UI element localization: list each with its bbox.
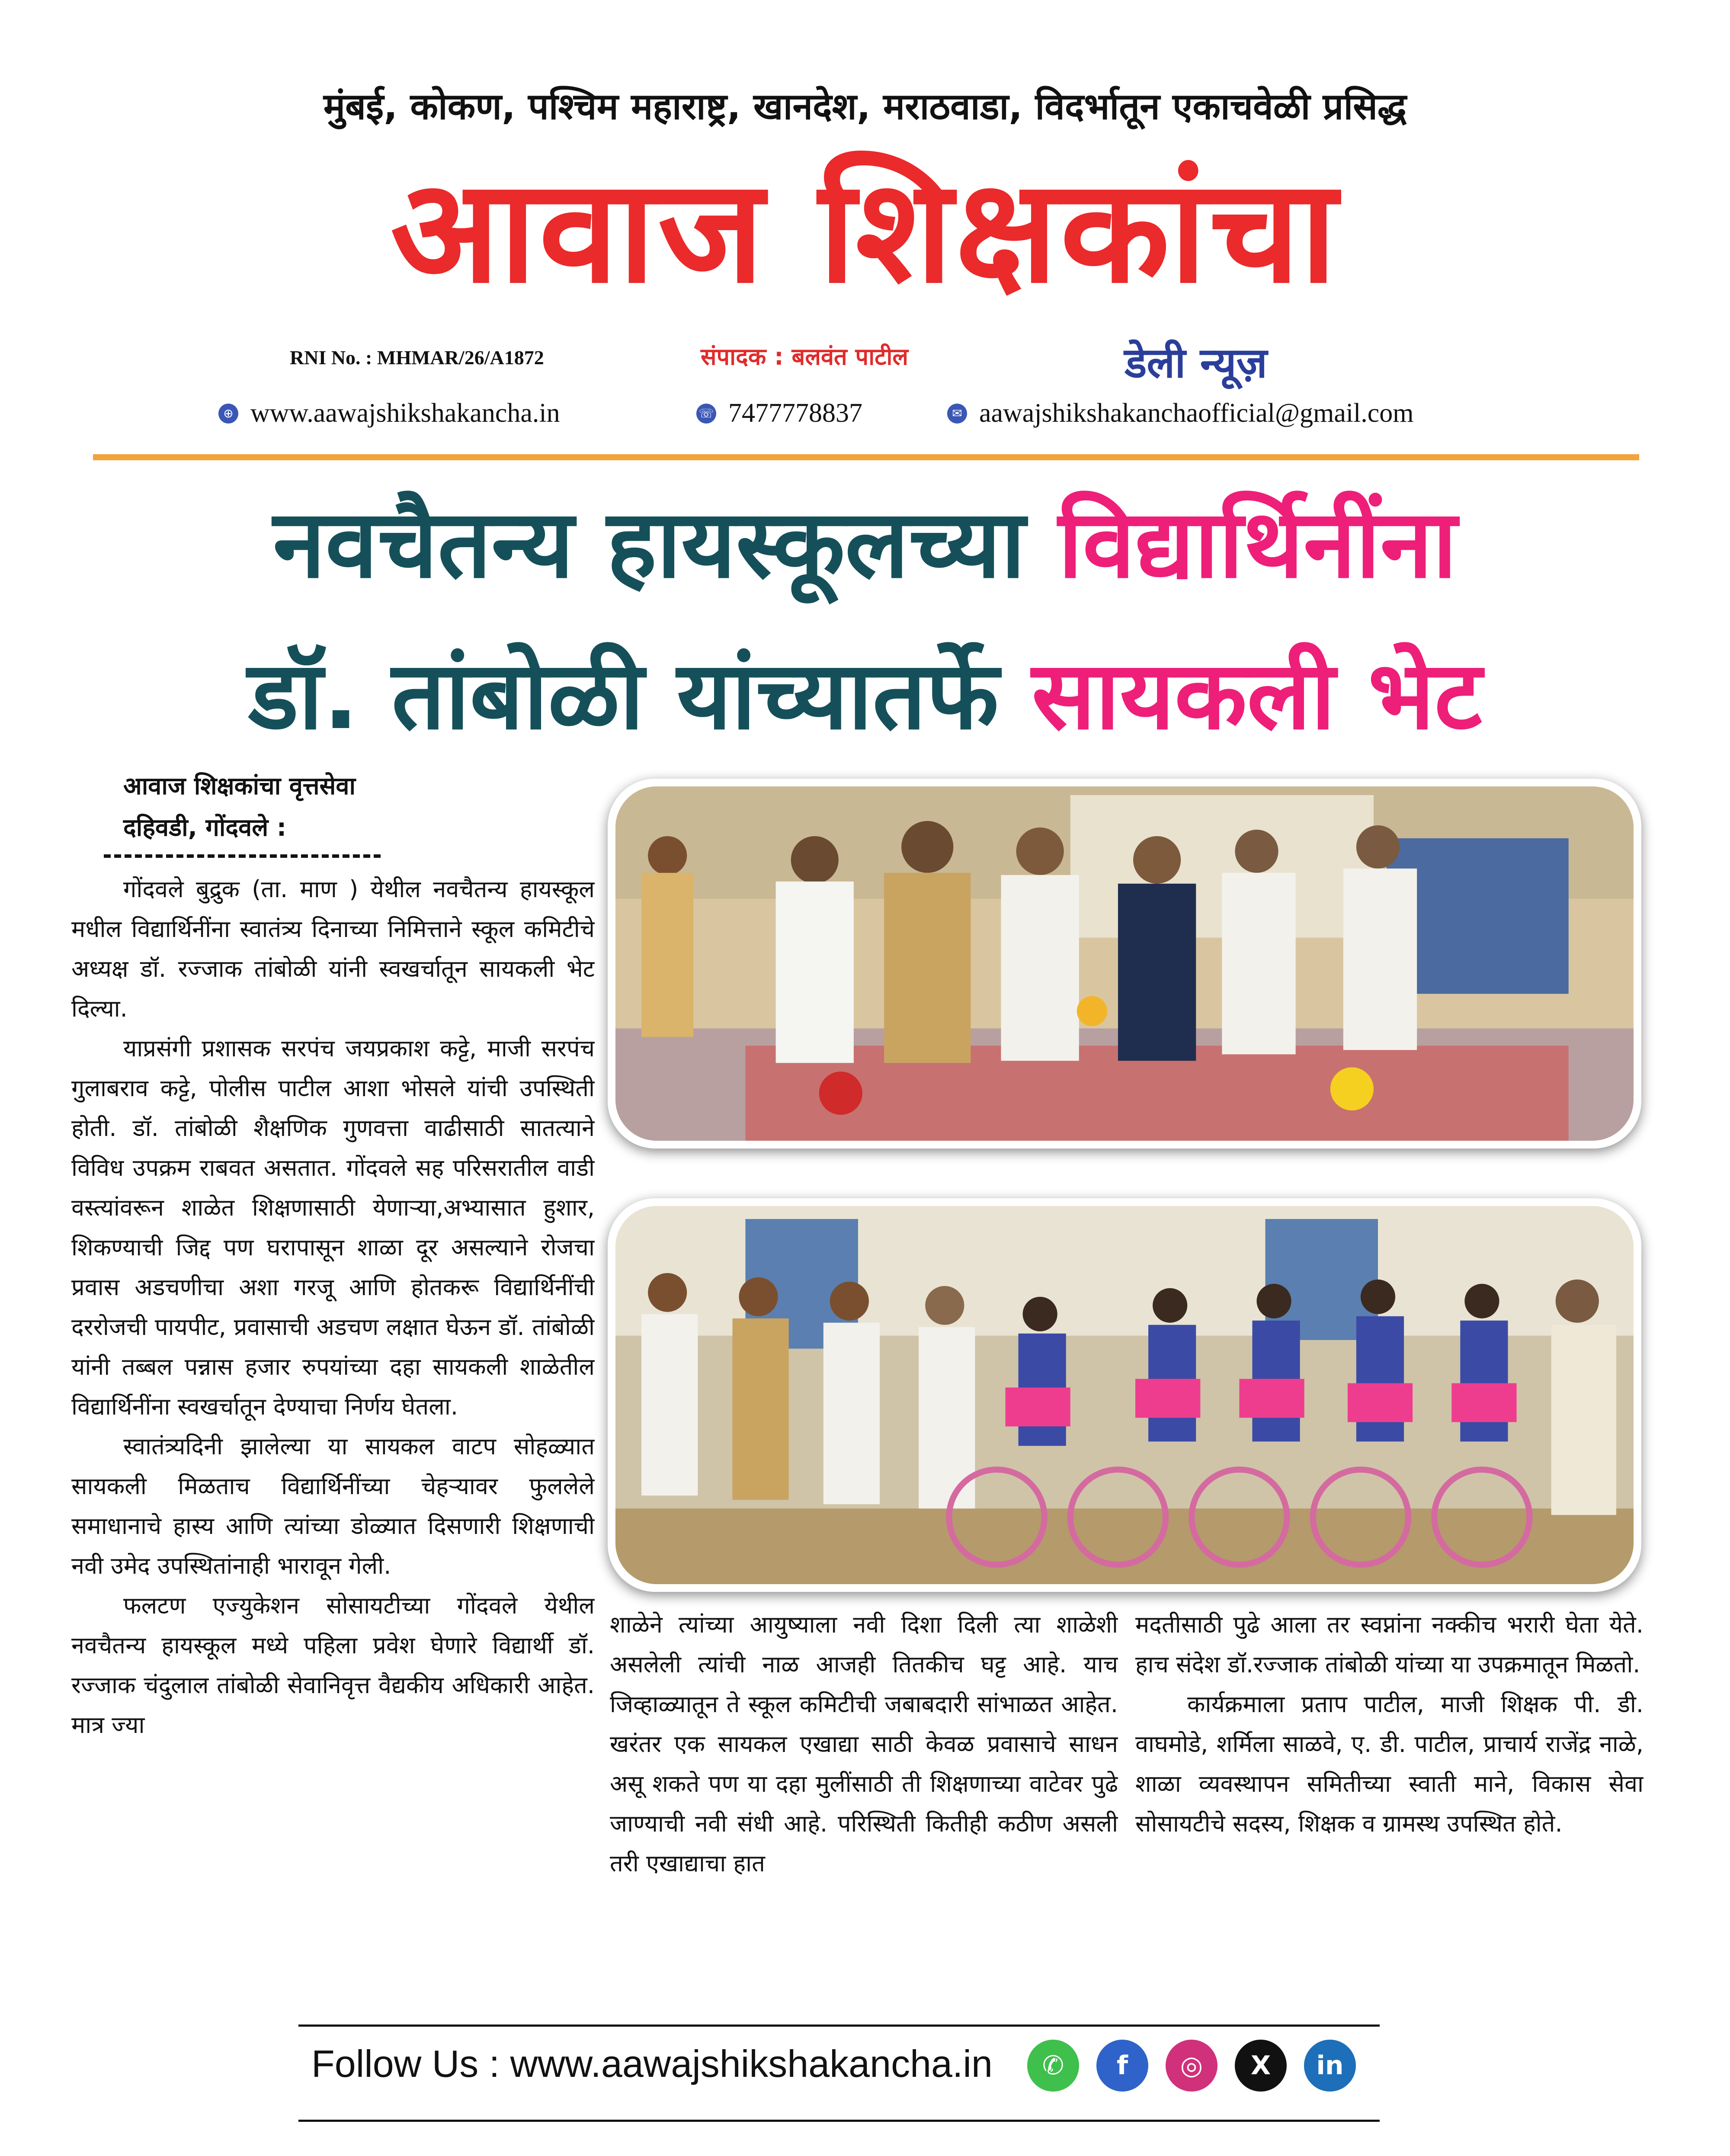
mail-icon: ✉ bbox=[947, 404, 967, 424]
email-text: aawajshikshakanchaofficial@gmail.com bbox=[979, 398, 1414, 428]
article-column-3 bbox=[1135, 1605, 1644, 2081]
whatsapp-icon[interactable]: ✆ bbox=[1027, 2040, 1079, 2092]
headline-pink-2: सायकली भेट bbox=[1032, 641, 1482, 751]
cycle-distribution-image bbox=[615, 1206, 1634, 1584]
article-paragraph: मदतीसाठी पुढे आला तर स्वप्नांना नक्कीच भरारी घेता येते. हाच संदेश डॉ.रज्जाक तांबोळी यांच्या या उपक्रमातून मिळतो. bbox=[1135, 1611, 1644, 1678]
article-paragraph: फलटण एज्युकेशन सोसायटीच्या गोंदवले येथील नवचैतन्य हायस्कूल मध्ये पहिला प्रवेश घेणारे विद्यार्थी डॉ. रज्जाक चंदुलाल तांबोळी सेवानिवृत्त वैद्यकीय अधिकारी आहेत. मात्र ज्या bbox=[71, 1592, 595, 1739]
article-paragraph: याप्रसंगी प्रशासक सरपंच जयप्रकाश कट्टे, माजी सरपंच गुलाबराव कट्टे, पोलीस पाटील आशा भोसले यांची उपस्थिती होती. डॉ. तांबोळी शैक्षणिक गुणवत्ता वाढीसाठी सातत्याने विविध उपक्रम राबवत असतात. गोंदवले सह परिसरातील वाडी वस्त्यांवरून शाळेत शिक्षणासाठी येणाऱ्या,अभ्यासात हुशार, शिकण्याची जिद्द पण घरापासून शाळा दूर असल्याने रोजचा प्रवास अडचणीचा अशा गरजू आणि होतकरू विद्यार्थिनींची दररोजची पायपीट, प्रवासाची अडचण लक्षात घेऊन डॉ. तांबोळी यांनी तब्बल पन्नास हजार रुपयांच्या दहा सायकली शाळेतील विद्यार्थिनींना स्वखर्चातून देण्याचा निर्णय घेतला. bbox=[71, 1035, 595, 1420]
photo-cycle-distribution bbox=[608, 1198, 1641, 1592]
linkedin-icon[interactable]: in bbox=[1304, 2040, 1356, 2092]
masthead-divider bbox=[93, 454, 1639, 460]
article-paragraph: स्वातंत्र्यदिनी झालेल्या या सायकल वाटप सोहळ्यात सायकली मिळताच विद्यार्थिनींच्या चेहऱ्यावर फुललेले समाधानाचे हास्य आणि त्यांच्या डोळ्यात दिसणारी शिक्षणाची नवी उमेद उपस्थितांनाही भारावून गेली. bbox=[71, 1433, 595, 1579]
edition-label: डेली न्यूज़ bbox=[1124, 339, 1267, 387]
byline-divider bbox=[104, 854, 381, 858]
headline-teal-2: डॉ. तांबोळी यांच्यातर्फे bbox=[248, 641, 1032, 751]
phone-icon: ☏ bbox=[696, 404, 716, 424]
article-paragraph: कार्यक्रमाला प्रताप पाटील, माजी शिक्षक पी. डी. वाघमोडे, शर्मिला साळवे, ए. डी. पाटील, प्राचार्य राजेंद्र नाळे, शाळा व्यवस्थापन समितीच्या स्वाती माने, विकास सेवा सोसायटीचे सदस्य, शिक्षक व ग्रामस्थ उपस्थित होते. bbox=[1135, 1691, 1644, 1837]
byline bbox=[123, 766, 356, 849]
newspaper-title: आवाज शिक्षकांचा bbox=[390, 148, 1340, 314]
editor-credit: संपादक : बलवंत पाटील bbox=[701, 343, 909, 370]
headline-pink-1: विद्यार्थिनींना bbox=[1058, 490, 1457, 599]
footer-bottom-rule bbox=[298, 2120, 1380, 2122]
article-paragraph: गोंदवले बुद्रुक (ता. माण ) येथील नवचैतन्य हायस्कूल मधील विद्यार्थिनींना स्वातंत्र्य दिनाच्या निमित्ताने स्कूल कमिटीचे अध्यक्ष डॉ. रज्जाक तांबोळी यांनी स्वखर्चातून सायकली भेट दिल्या. bbox=[71, 876, 595, 1022]
footer-top-rule bbox=[298, 2024, 1380, 2027]
photo-felicitation bbox=[608, 779, 1641, 1149]
facebook-icon[interactable]: f bbox=[1096, 2040, 1148, 2092]
x-icon[interactable]: X bbox=[1235, 2040, 1287, 2092]
follow-us-text[interactable]: Follow Us : www.aawajshikshakancha.in bbox=[311, 2042, 993, 2085]
rni-number: RNI No. : MHMAR/26/A1872 bbox=[290, 346, 544, 369]
phone-text: 7477778837 bbox=[728, 398, 862, 428]
article-column-1 bbox=[71, 869, 595, 2072]
phone-contact[interactable] bbox=[696, 398, 862, 429]
globe-icon: ⊕ bbox=[218, 404, 238, 424]
website-contact[interactable] bbox=[218, 398, 560, 429]
instagram-icon[interactable]: ◎ bbox=[1166, 2040, 1217, 2092]
article-column-2 bbox=[610, 1605, 1118, 2081]
headline-line-2 bbox=[0, 641, 1730, 751]
news-service: आवाज शिक्षकांचा वृत्तसेवा bbox=[123, 772, 356, 800]
tagline: मुंबई, कोकण, पश्चिम महाराष्ट्र, खानदेश, मराठवाडा, विदर्भातून एकाचवेळी प्रसिद्ध bbox=[323, 85, 1407, 128]
headline-teal-1: नवचैतन्य हायस्कूलच्या bbox=[273, 490, 1058, 599]
felicitation-image bbox=[615, 786, 1634, 1141]
dateline-place: दहिवडी, गोंदवले : bbox=[123, 814, 287, 842]
headline-line-1 bbox=[0, 490, 1730, 599]
article-paragraph: शाळेने त्यांच्या आयुष्याला नवी दिशा दिली त्या शाळेशी असलेली त्यांची नाळ आजही तितकीच घट्ट आहे. याच जिव्हाळ्यातून ते स्कूल कमिटीची जबाबदारी सांभाळत आहेत. खरंतर एक सायकल एखाद्या साठी केवळ प्रवासाचे साधन असू शकते पण या दहा मुलींसाठी ती शिक्षणाच्या वाटेवर पुढे जाण्याची नवी संधी आहे. परिस्थिती कितीही कठीण असली तरी एखाद्याचा हात bbox=[610, 1611, 1118, 1877]
website-text: www.aawajshikshakancha.in bbox=[250, 398, 560, 428]
email-contact[interactable] bbox=[947, 398, 1414, 429]
